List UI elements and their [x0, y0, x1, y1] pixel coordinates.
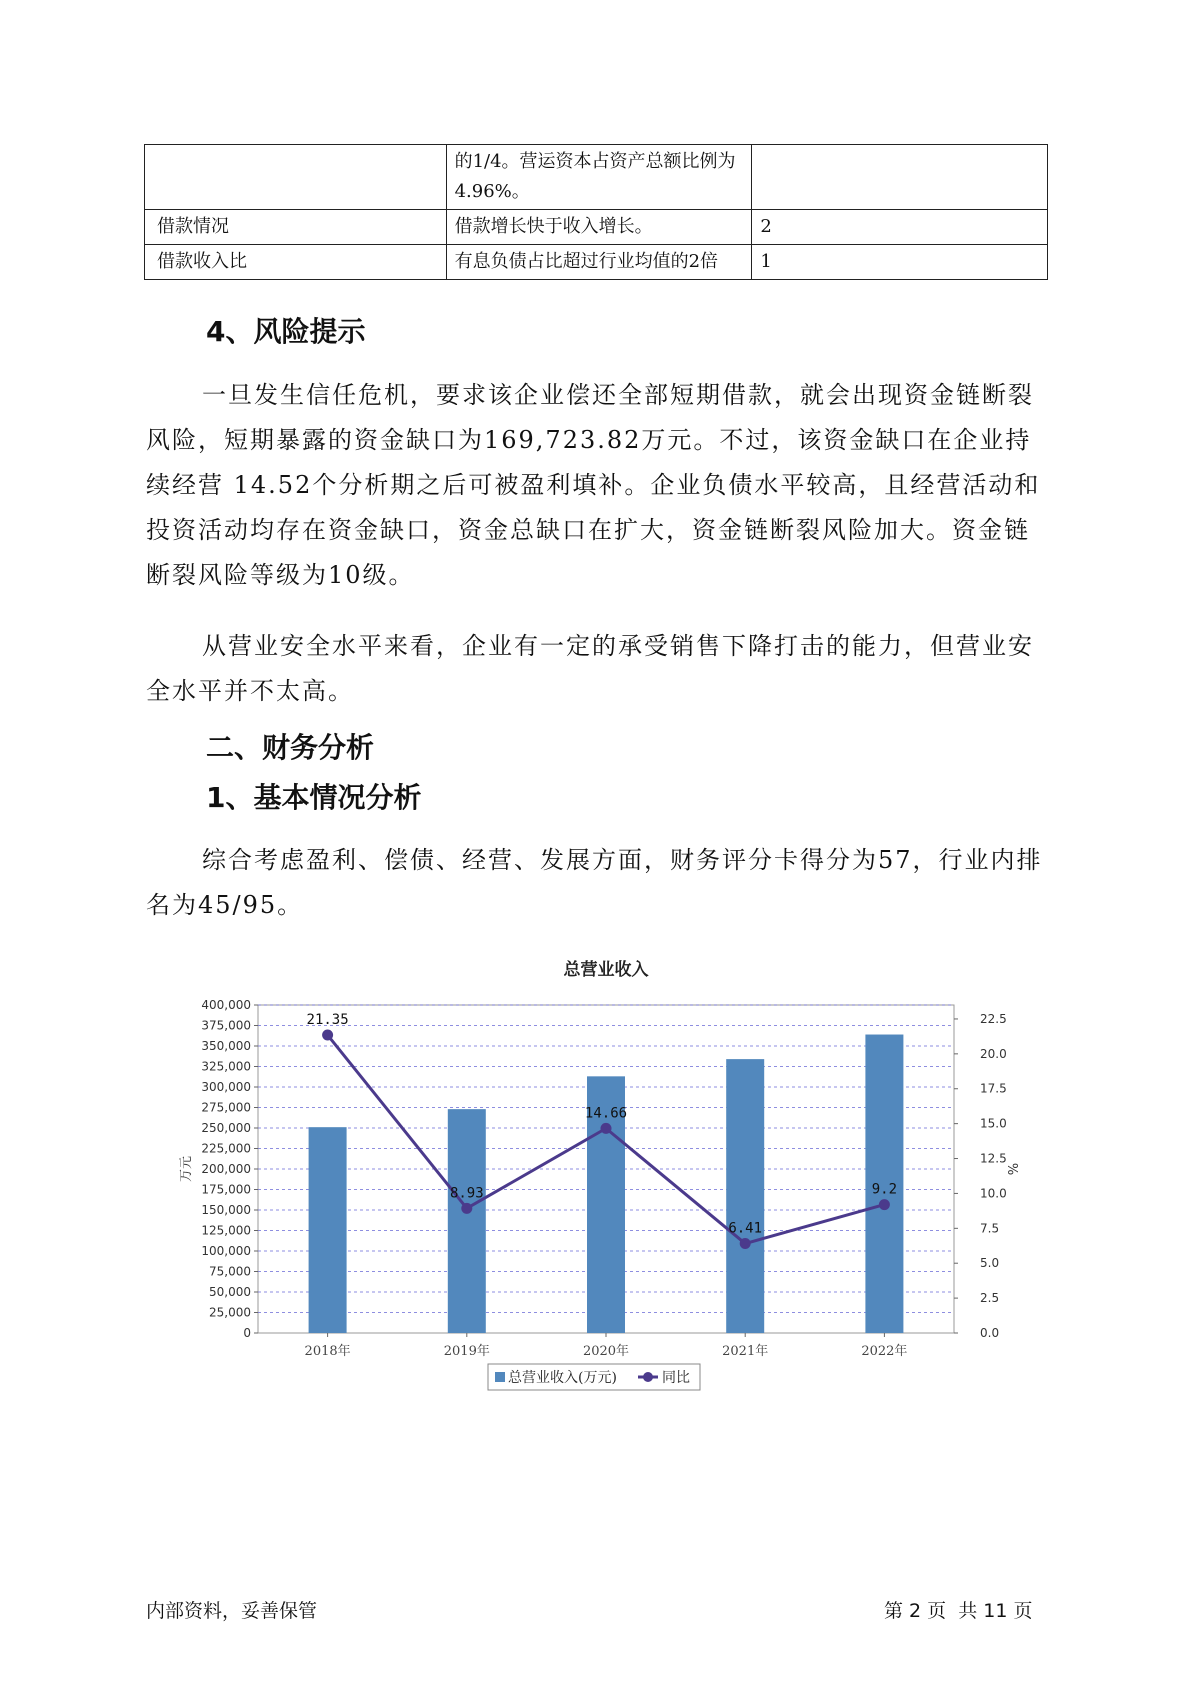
x-axis-tick-label: 2020年	[582, 1344, 630, 1359]
bar	[309, 1127, 347, 1333]
footer-page-number: 第 2 页 共 11 页	[884, 1600, 1033, 1622]
legend-bar-label: 总营业收入(万元)	[508, 1370, 617, 1386]
left-axis-tick-label: 175,000	[201, 1182, 251, 1197]
left-axis-tick-label: 325,000	[201, 1059, 251, 1074]
left-axis-tick-label: 50,000	[209, 1285, 251, 1299]
table-cell: 1	[752, 245, 1048, 280]
yoy-data-label: 8.93	[449, 1185, 484, 1202]
right-axis-tick-label: 0.0	[980, 1326, 1000, 1340]
table-cell: 借款增长快于收入增长。	[446, 210, 752, 245]
yoy-point	[740, 1238, 751, 1249]
section-heading-finance: 二、财务分析	[206, 731, 375, 764]
yoy-point	[601, 1123, 612, 1134]
right-axis-tick-label: 12.5	[980, 1151, 1007, 1166]
risk-table	[144, 144, 1048, 280]
x-axis-tick-label: 2022年	[861, 1344, 908, 1359]
left-axis-tick-label: 275,000	[201, 1100, 251, 1115]
left-axis-tick-label: 400,000	[201, 998, 251, 1012]
x-axis-tick-label: 2021年	[722, 1344, 769, 1359]
yoy-point	[322, 1030, 333, 1041]
left-axis-tick-label: 125,000	[201, 1223, 251, 1238]
right-axis-tick-label: 17.5	[980, 1081, 1007, 1096]
left-axis-tick-label: 300,000	[201, 1080, 251, 1094]
subsection-heading-basic: 1、基本情况分析	[206, 781, 422, 814]
left-axis-title: 万元	[179, 1155, 194, 1183]
yoy-data-label: 21.35	[306, 1012, 349, 1029]
section-heading-risk: 4、风险提示	[206, 315, 366, 348]
footer-confidential: 内部资料，妥善保管	[146, 1600, 318, 1622]
bar	[726, 1059, 764, 1333]
table-cell: 借款情况	[145, 210, 447, 245]
legend-bar-swatch	[495, 1372, 505, 1382]
left-axis-tick-label: 25,000	[209, 1305, 251, 1320]
left-axis-tick-label: 250,000	[201, 1121, 251, 1135]
table-row	[145, 210, 1048, 245]
table-row	[145, 245, 1048, 280]
right-axis-tick-label: 20.0	[980, 1046, 1007, 1061]
yoy-data-label: 14.66	[584, 1105, 628, 1122]
left-axis-tick-label: 375,000	[201, 1018, 251, 1033]
chart-title: 总营业收入	[563, 960, 649, 980]
left-axis-tick-label: 100,000	[201, 1244, 251, 1258]
yoy-data-label: 6.41	[728, 1220, 763, 1237]
revenue-chart	[150, 945, 1040, 1415]
legend-line-label: 同比	[662, 1370, 690, 1386]
yoy-point	[879, 1199, 890, 1210]
right-axis-title: %	[1004, 1162, 1019, 1176]
right-axis-tick-label: 15.0	[980, 1116, 1007, 1131]
right-axis-tick-label: 22.5	[980, 1011, 1007, 1026]
right-axis-tick-label: 10.0	[980, 1186, 1007, 1201]
left-axis-tick-label: 150,000	[201, 1203, 251, 1217]
yoy-data-label: 9.2	[871, 1181, 898, 1198]
table-cell	[752, 145, 1048, 210]
left-axis-tick-label: 0	[243, 1326, 251, 1340]
left-axis-tick-label: 225,000	[201, 1141, 251, 1156]
right-axis-tick-label: 2.5	[980, 1291, 1000, 1306]
x-axis-tick-label: 2018年	[304, 1344, 351, 1359]
yoy-point	[461, 1203, 472, 1214]
legend-line-marker	[643, 1372, 653, 1382]
right-axis-tick-label: 5.0	[980, 1256, 1000, 1271]
table-cell: 2	[752, 210, 1048, 245]
right-axis-tick-label: 7.5	[980, 1221, 1000, 1236]
left-axis-tick-label: 75,000	[209, 1264, 251, 1279]
table-cell: 的1/4。营运资本占资产总额比例为4.96%。	[446, 145, 752, 210]
finance-paragraph-1: 综合考虑盈利、偿债、经营、发展方面，财务评分卡得分为57，行业内排名为45/95。	[146, 846, 1043, 919]
bar	[448, 1109, 486, 1333]
table-cell: 借款收入比	[145, 245, 447, 280]
left-axis-tick-label: 200,000	[201, 1162, 251, 1176]
table-row	[145, 145, 1048, 210]
risk-paragraph-1: 一旦发生信任危机，要求该企业偿还全部短期借款，就会出现资金链断裂风险，短期暴露的资金缺口为169,723.82万元。不过，该资金缺口在企业持续经营 14.52个分析期之后可被盈利填补。企业负债水平较高，且经营活动和投资活动均存在资金缺口，资金总缺口在扩大，资金链断裂风险加大。资金链断裂风险等级为10级。	[146, 381, 1041, 589]
table-cell	[145, 145, 447, 210]
table-cell: 有息负债占比超过行业均值的2倍	[446, 245, 752, 280]
left-axis-tick-label: 350,000	[201, 1039, 251, 1053]
risk-paragraph-2: 从营业安全水平来看，企业有一定的承受销售下降打击的能力，但营业安全水平并不太高。	[146, 632, 1034, 705]
x-axis-tick-label: 2019年	[443, 1344, 490, 1359]
